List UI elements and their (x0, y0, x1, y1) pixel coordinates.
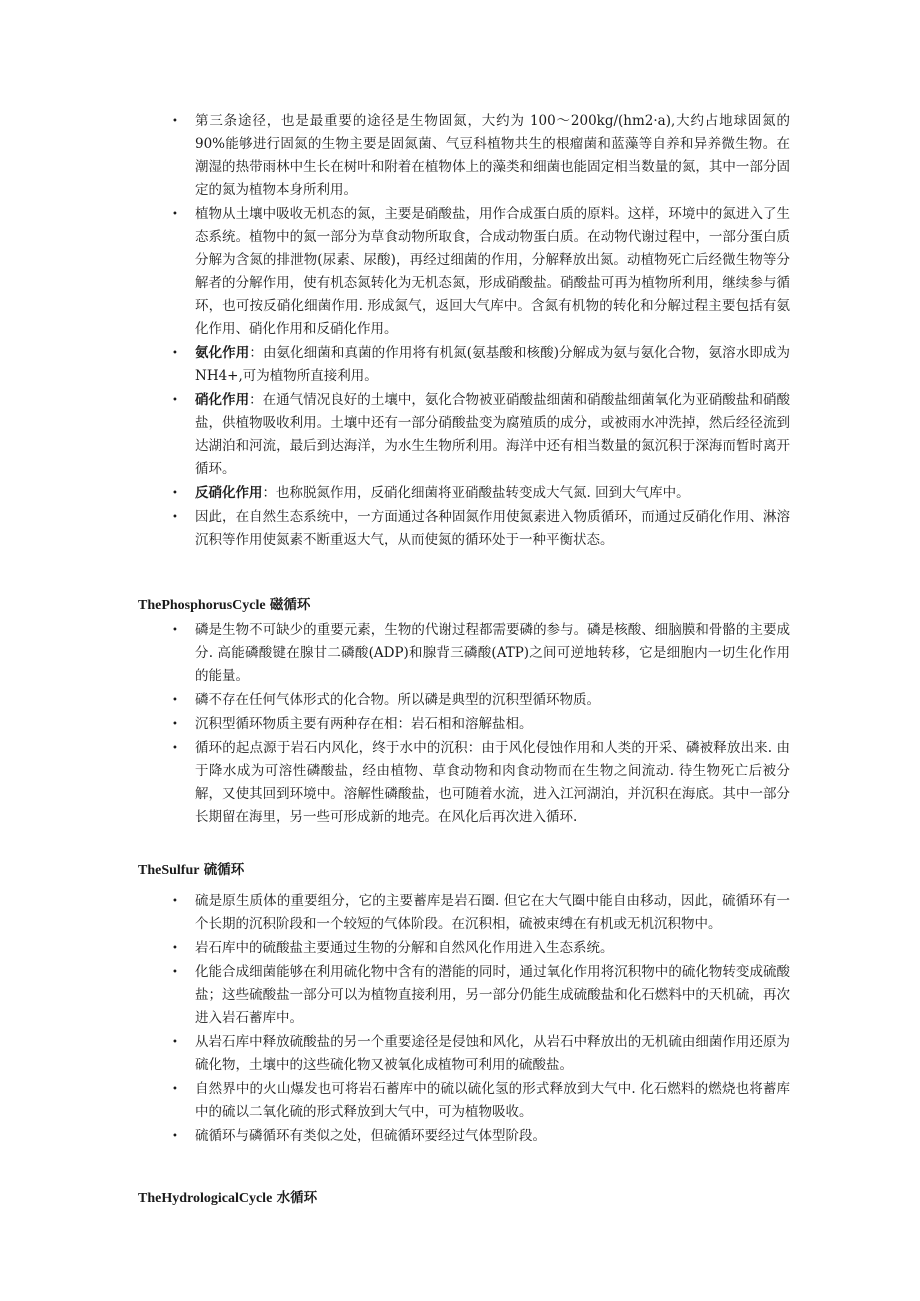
list-item (172, 1031, 790, 1077)
list-item (172, 389, 790, 481)
bullet-icon: • (172, 695, 178, 706)
heading-english: TheHydrologicalCycle (138, 1191, 273, 1206)
list-item (172, 342, 790, 388)
heading-english: ThePhosphorusCycle (138, 598, 266, 613)
list-item (172, 713, 790, 736)
item-text: 自然界中的火山爆发也可将岩石蓄库中的硫以硫化氢的形式释放到大气中. 化石燃料的燃烧也将蓄库中的硫以二氧化硫的形式释放到大气中，可为植物吸收。 (195, 1081, 790, 1120)
bullet-icon: • (172, 512, 178, 523)
list-item (172, 506, 790, 552)
heading-chinese: 水循环 (276, 1190, 318, 1206)
bullet-icon: • (172, 1131, 178, 1142)
list-item (172, 890, 790, 936)
bullet-icon: • (172, 896, 178, 907)
item-text: ：也称脱氮作用，反硝化细菌将亚硝酸盐转变成大气氮. 回到大气库中。 (262, 485, 690, 501)
item-text: 因此，在自然生态系统中，一方面通过各种固氮作用使氮素进入物质循环，而通过反硝化作用、淋溶沉积等作用使氮素不断重返大气，从而使氮的循环处于一种平衡状态。 (195, 509, 790, 548)
list-item (172, 110, 790, 202)
sulfur-list (172, 890, 790, 1149)
item-text: 沉积型循环物质主要有两种存在相：岩石相和溶解盐相。 (195, 716, 533, 732)
list-item (172, 1078, 790, 1124)
bullet-icon: • (172, 1037, 178, 1048)
item-text: 第三条途径，也是最重要的途径是生物固氮，大约为 100～200kg/(hm2·a),大约占地球固氮的 90%能够进行固氮的生物主要是固氮菌、气豆科植物共生的根瘤菌和蓝藻等自养和异养微生物。在潮湿的热带雨林中生长在树叶和附着在植物体上的藻类和细菌也能固定相当数量的氮，其中一部分固定的氮为植物本身所利用。 (195, 113, 790, 198)
list-item (172, 203, 790, 341)
bullet-icon: • (172, 348, 178, 359)
heading-english: TheSulfur (138, 863, 200, 878)
bullet-icon: • (172, 395, 178, 406)
bullet-icon: • (172, 116, 178, 127)
list-item (172, 619, 790, 688)
bullet-icon: • (172, 209, 178, 220)
phosphorus-list (172, 619, 790, 830)
item-text: 磷不存在任何气体形式的化合物。所以磷是典型的沉积型循环物质。 (195, 692, 600, 708)
list-item (172, 961, 790, 1030)
term-label: 反硝化作用 (195, 485, 263, 501)
phosphorus-heading (138, 594, 310, 617)
sulfur-heading (138, 859, 244, 882)
heading-chinese: 硫循环 (203, 862, 245, 878)
list-item (172, 737, 790, 829)
list-item (172, 1125, 790, 1148)
bullet-icon: • (172, 719, 178, 730)
heading-chinese: 磁循环 (269, 597, 311, 613)
bullet-icon: • (172, 943, 178, 954)
item-text: 磷是生物不可缺少的重要元素，生物的代谢过程都需要磷的参与。磷是核酸、细脑膜和骨骼的主要成分. 高能磷酸键在腺甘二磷酸(ADP)和腺背三磷酸(ATP)之间可逆地转移，它是细胞内一切生化作用的能量。 (195, 622, 790, 684)
item-text: 从岩石库中释放硫酸盐的另一个重要途径是侵蚀和风化，从岩石中释放出的无机硫由细菌作用还原为硫化物，土壤中的这些硫化物又被氧化成植物可利用的硫酸盐。 (195, 1034, 790, 1073)
list-item (172, 689, 790, 712)
bullet-icon: • (172, 488, 178, 499)
term-label: 氨化作用 (195, 345, 250, 361)
nitrogen-list (172, 110, 790, 553)
item-text: ：由氨化细菌和真菌的作用将有机氮(氨基酸和核酸)分解成为氨与氨化合物，氨溶水即成为 NH4+,可为植物所直接利用。 (195, 345, 790, 384)
item-text: 化能合成细菌能够在利用硫化物中含有的潜能的同时，通过氧化作用将沉积物中的硫化物转变成硫酸盐；这些硫酸盐一部分可以为植物直接利用，另一部分仍能生成硫酸盐和化石燃料中的天机硫，再次进入岩石蓄库中。 (195, 964, 790, 1026)
item-text: 岩石库中的硫酸盐主要通过生物的分解和自然风化作用进入生态系统。 (195, 940, 614, 956)
item-text: 硫是原生质体的重要组分，它的主要蓄库是岩石圈. 但它在大气圈中能自由移动，因此，硫循环有一个长期的沉积阶段和一个较短的气体阶段。在沉积相，硫被束缚在有机或无机沉积物中。 (195, 893, 790, 932)
bullet-icon: • (172, 1084, 178, 1095)
hydrological-heading (138, 1187, 317, 1210)
item-text: 硫循环与磷循环有类似之处，但硫循环要经过气体型阶段。 (195, 1128, 546, 1144)
list-item (172, 482, 790, 505)
term-label: 硝化作用 (195, 392, 250, 408)
item-text: 植物从土壤中吸收无机态的氮，主要是硝酸盐，用作合成蛋白质的原料。这样，环境中的氮进入了生态系统。植物中的氮一部分为草食动物所取食，合成动物蛋白质。在动物代谢过程中，一部分蛋白质分解为含氮的排泄物(尿素、尿酸)，再经过细菌的作用，分解释放出氮。动植物死亡后经微生物等分解者的分解作用，使有机态氮转化为无机态氮，形成硝酸盐。硝酸盐可再为植物所利用，继续参与循环，也可按反硝化细菌作用. 形成氮气，返回大气库中。含氮有机物的转化和分解过程主要包括有氨化作用、硝化作用和反硝化作用。 (195, 206, 790, 337)
bullet-icon: • (172, 967, 178, 978)
item-text: 循环的起点源于岩石内风化，终于水中的沉积：由于风化侵蚀作用和人类的开采、磷被释放出来. 由于降水成为可溶性磷酸盐，经由植物、草食动物和肉食动物而在生物之间流动. 待生物死亡后被分解，又使其回到环境中。溶解性磷酸盐，也可随着水流，进入江河湖泊，并沉积在海底。其中一部分长期留在海里，另一些可形成新的地壳。在风化后再次进入循环. (195, 740, 790, 825)
bullet-icon: • (172, 743, 178, 754)
item-text: ：在通气情况良好的土壤中，氨化合物被亚硝酸盐细菌和硝酸盐细菌氧化为亚硝酸盐和硝酸盐，供植物吸收利用。土壤中还有一部分硝酸盐变为腐殖质的成分，或被雨水冲洗掉，然后经径流到达湖泊和河流，最后到达海洋，为水生生物所利用。海洋中还有相当数量的氮沉积于深海而暂时离开循环。 (195, 392, 790, 477)
list-item (172, 937, 790, 960)
bullet-icon: • (172, 625, 178, 636)
